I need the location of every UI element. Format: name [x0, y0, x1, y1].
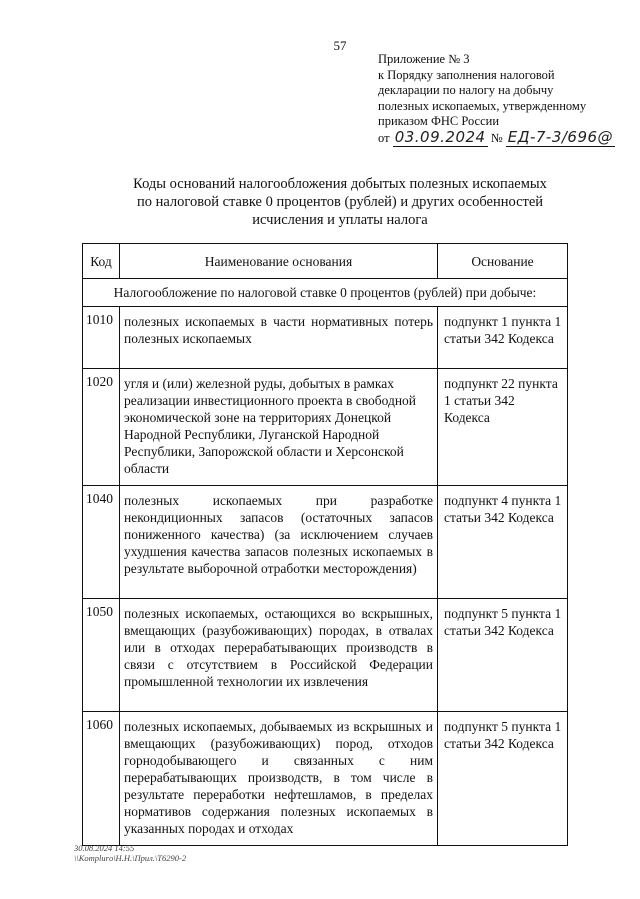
table-header-row: [83, 244, 568, 279]
appendix-line: приказом ФНС России: [378, 114, 500, 128]
header-name: Наименование основания: [120, 244, 438, 279]
document-title: [100, 175, 580, 229]
row-name: угля и (или) железной руды, добытых в рамках реализации инвестиционного проекта в свободной экономической зоне на территориях Донецкой Народной Республики, Луганской Народной Республики, Запорожской области и Херсонской области: [120, 369, 438, 486]
table-row: [83, 369, 568, 486]
row-basis: подпункт 22 пункта 1 статьи 342 Кодекса: [438, 369, 568, 486]
header-basis: Основание: [438, 244, 568, 279]
order-date-number: [378, 127, 614, 147]
footer-line: 30.08.2024 14:55: [74, 843, 135, 853]
table-row: [83, 486, 568, 599]
row-basis: подпункт 5 пункта 1 статьи 342 Кодекса: [438, 599, 568, 712]
handwritten-date: 03.09.2024: [394, 127, 486, 146]
footer-line: \\Komplurо\Н.Н.\Прил.\Т6290-2: [74, 853, 187, 863]
appendix-line: полезных ископаемых, утвержденному: [378, 98, 587, 113]
row-name: полезных ископаемых при разработке некондиционных запасов (остаточных запасов пониженного качества) (за исключением случаев ухудшения качества запасов полезных ископаемых в результате выборочной отработки месторождения): [120, 486, 438, 599]
appendix-line: к Порядку заполнения налоговой: [378, 67, 555, 82]
title-line: по налоговой ставке 0 процентов (рублей) и других особенностей: [136, 194, 544, 210]
row-code: 1020: [83, 369, 120, 486]
row-name: полезных ископаемых, остающихся во вскрышных, вмещающих (разубоживающих) породах, в отвалах или в отходах перерабатывающих производств в связи с отсутствием в Российской Федерации промышленной технологии их извлечения: [120, 599, 438, 712]
section-title: Налогообложение по налоговой ставке 0 процентов (рублей) при добыче:: [83, 279, 568, 307]
from-label: от: [378, 130, 390, 145]
table-row: [83, 712, 568, 846]
number-label: №: [490, 130, 503, 145]
appendix-line: декларации по налогу на добычу: [378, 83, 554, 97]
table-row: [83, 599, 568, 712]
row-name: полезных ископаемых, добываемых из вскрышных и вмещающих (разубоживающих) пород, отходов горнодобывающего и связанных с ним перерабатывающих производств, в том числе в результате переработки нефтешламов, в пределах нормативов содержания полезных ископаемых в указанных породах и отходах: [120, 712, 438, 846]
footer-note: [74, 843, 186, 863]
section-row: [83, 279, 568, 307]
header-code: Код: [83, 244, 120, 279]
row-basis: подпункт 1 пункта 1 статьи 342 Кодекса: [438, 307, 568, 369]
title-line: исчисления и уплаты налога: [252, 212, 428, 228]
row-name: полезных ископаемых в части нормативных потерь полезных ископаемых: [120, 307, 438, 369]
title-line: Коды оснований налогообложения добытых полезных ископаемых: [133, 176, 547, 192]
row-code: 1040: [83, 486, 120, 599]
table-row: [83, 307, 568, 369]
row-basis: подпункт 5 пункта 1 статьи 342 Кодекса: [438, 712, 568, 846]
codes-table: [82, 243, 568, 846]
row-code: 1010: [83, 307, 120, 369]
row-basis: подпункт 4 пункта 1 статьи 342 Кодекса: [438, 486, 568, 599]
row-code: 1050: [83, 599, 120, 712]
row-code: 1060: [83, 712, 120, 846]
appendix-line: Приложение № 3: [378, 52, 470, 66]
appendix-block: [378, 52, 614, 146]
page-number: 57: [333, 38, 347, 53]
handwritten-number: ЕД-7-3/696@: [507, 127, 614, 146]
